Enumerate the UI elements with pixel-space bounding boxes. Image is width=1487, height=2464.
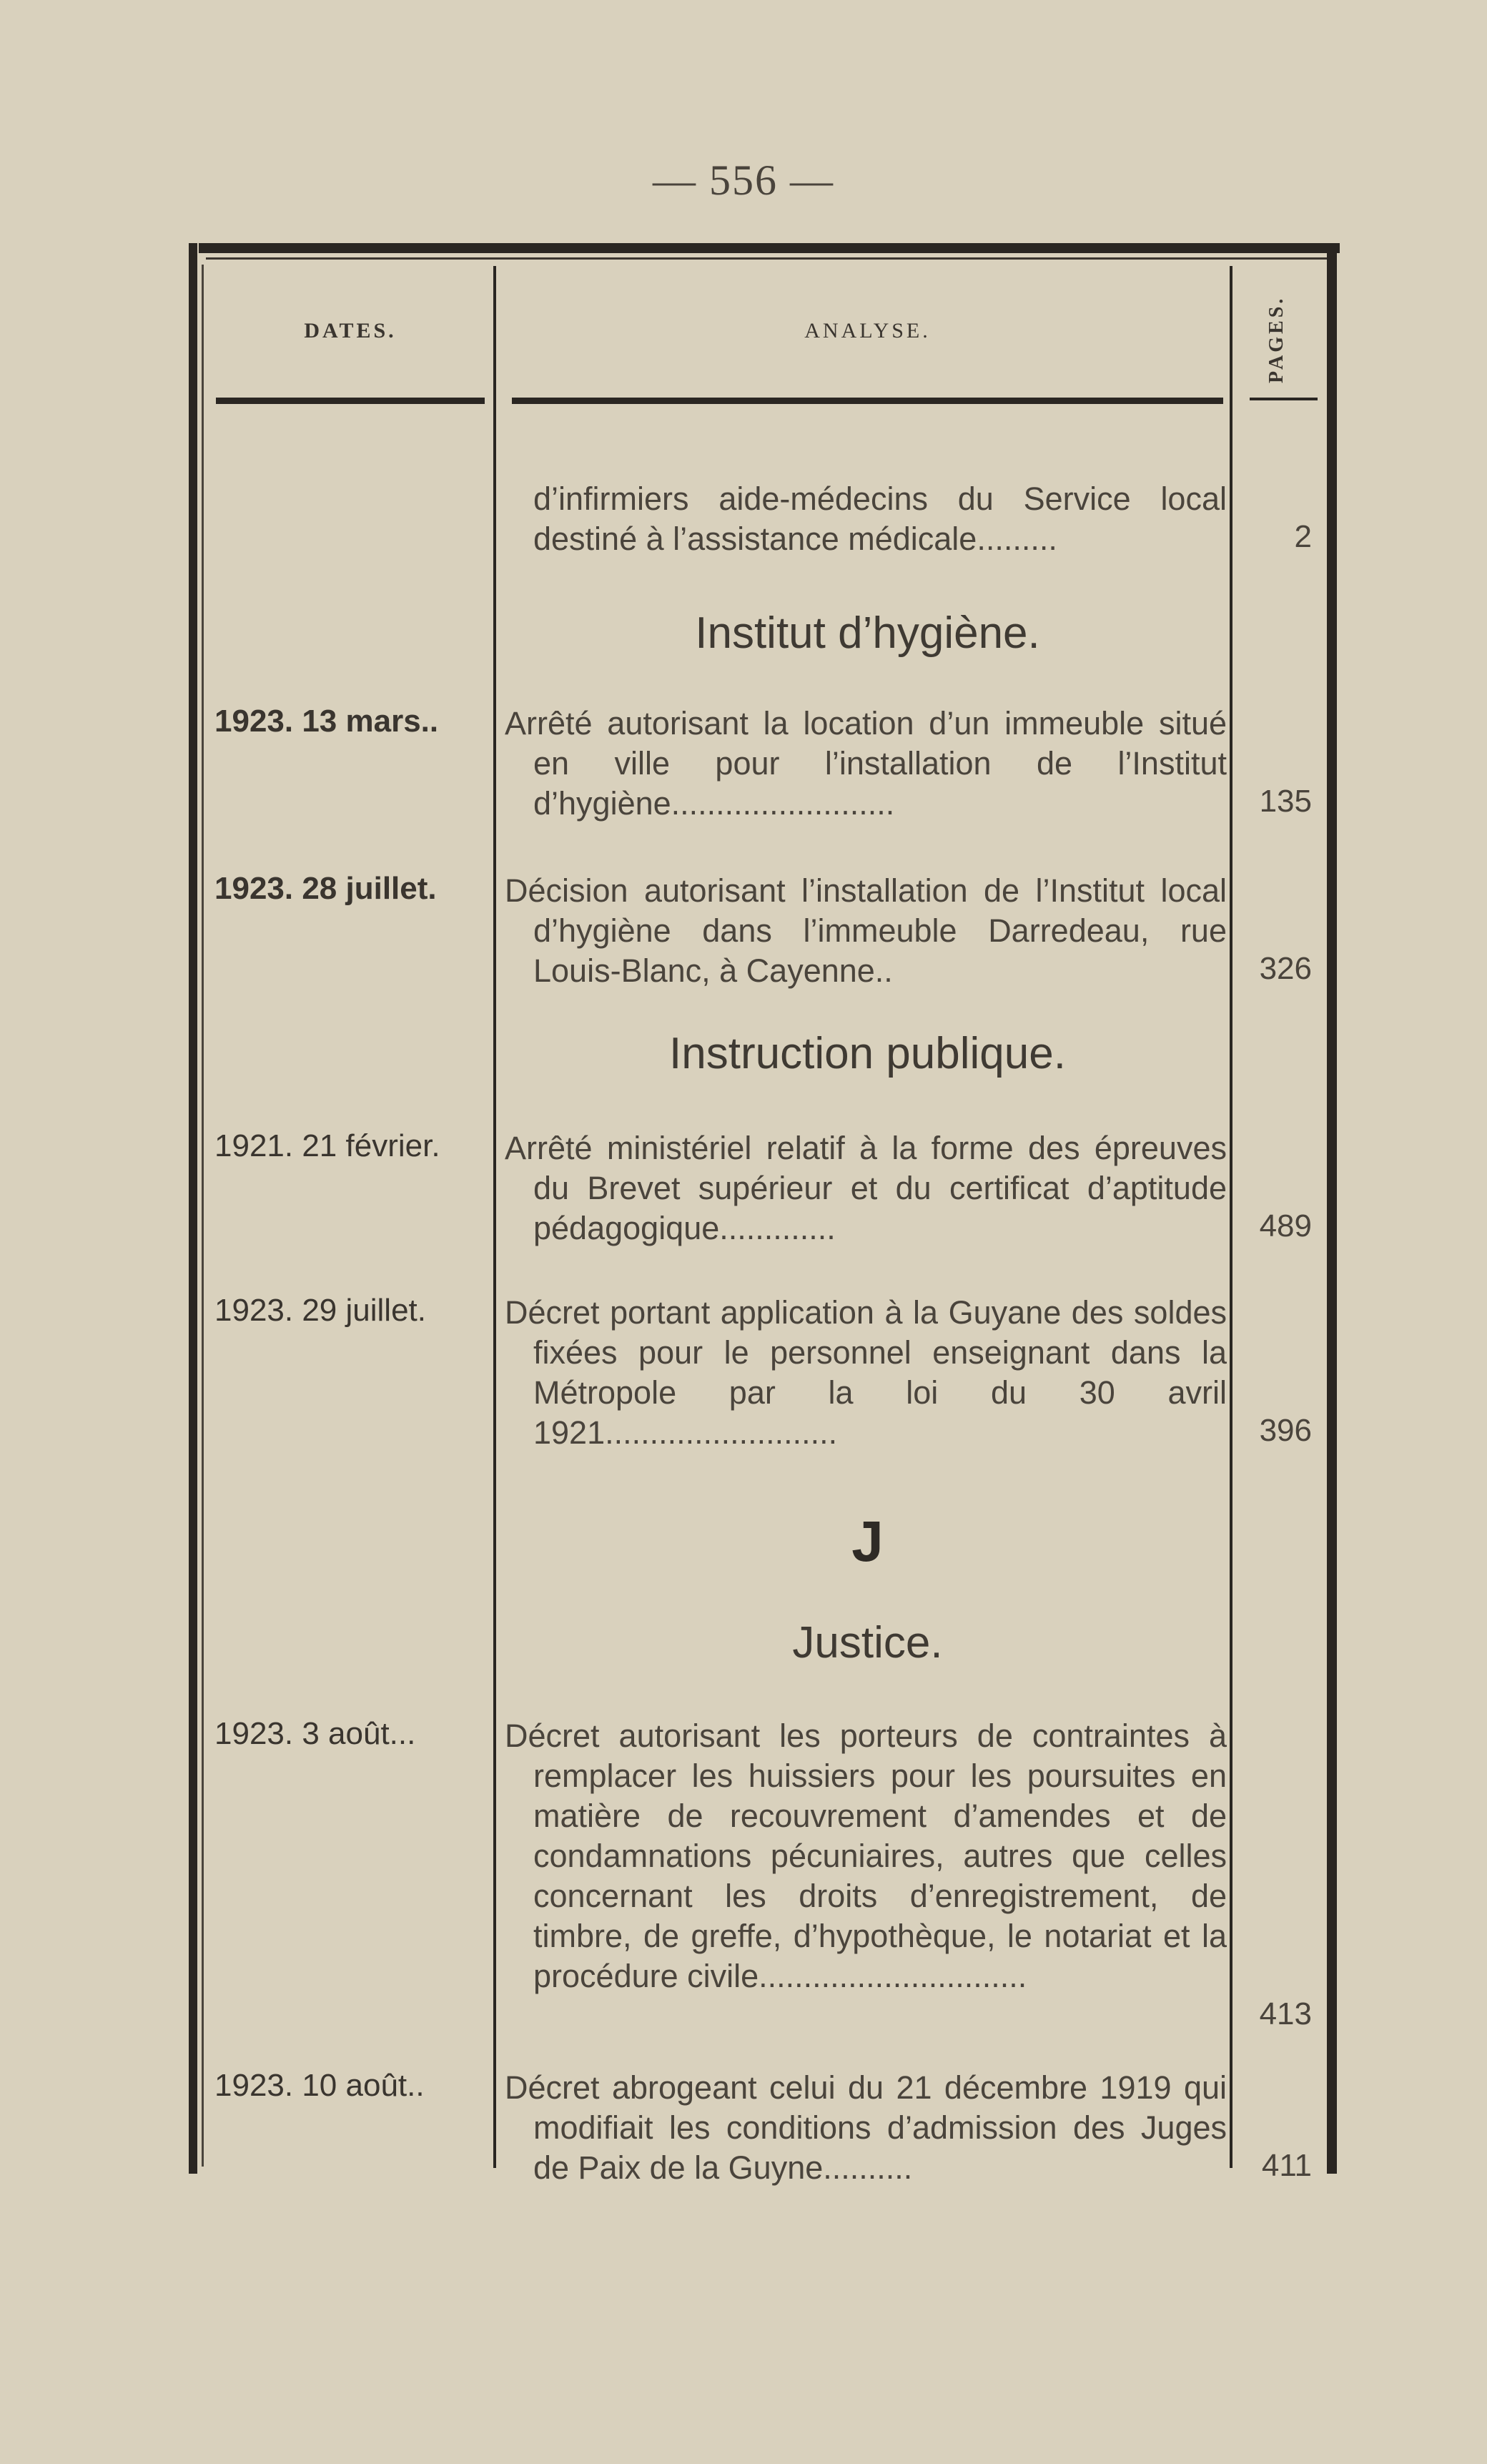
column-divider-pages [1230, 266, 1232, 2168]
entry-page: 396 [1259, 1413, 1312, 1448]
entry-page: 2 [1294, 519, 1312, 554]
section-title-instruction: Instruction publique. [669, 1029, 1066, 1078]
entry-page: 489 [1259, 1208, 1312, 1243]
entry-page: 326 [1259, 951, 1312, 986]
entry-date: 1923. 3 août... [214, 1716, 416, 1751]
entry-page: 411 [1261, 2148, 1312, 2183]
entry-date: 1921. 21 février. [214, 1128, 440, 1163]
entry-page: 413 [1259, 1996, 1312, 2031]
entry-date: 1923. 13 mars.. [214, 704, 439, 739]
entry-analysis: Décret abrogeant celui du 21 décembre 1919 qui modifiait les conditions d’admission des Juges de Paix de la Guyne.......... [505, 2069, 1227, 2186]
entry-analysis: Arrêté ministériel relatif à la forme des épreuves du Brevet supérieur et du certificat d’aptitude pédagogique............. [505, 1130, 1227, 1246]
header-rule-pages [1250, 398, 1318, 400]
section-title-institut: Institut d’hygiène. [695, 608, 1040, 658]
entry-date: 1923. 29 juillet. [214, 1293, 426, 1328]
section-title-justice: Justice. [792, 1618, 943, 1667]
entry-analysis: Décret autorisant les porteurs de contraintes à remplacer les huissiers pour les poursuites en matière de recouvrement d’amendes et de condamnations pécuniaires, autres que celles concernant les droits d’enregistrement, de timbre, de greffe, d’hypothèque, le notariat et la procédure civile.............................. [505, 1718, 1227, 1994]
table-right-border [1327, 243, 1337, 2174]
page-number: — 556 — [653, 157, 834, 204]
table-top-rule-thin [206, 257, 1335, 260]
column-header-pages: PAGES. [1265, 295, 1288, 384]
entry-date: 1923. 28 juillet. [214, 871, 437, 906]
table-left-border [189, 243, 197, 2174]
entry-analysis: d’infirmiers aide-médecins du Service local destiné à l’assistance médicale......... [533, 481, 1227, 557]
column-divider-dates [493, 266, 496, 2168]
column-header-analyse: ANALYSE. [804, 319, 931, 343]
entry-analysis: Décision autorisant l’installation de l’Institut local d’hygiène dans l’immeuble Darredeau, rue Louis-Blanc, à Cayenne.. [505, 872, 1227, 989]
header-rule-analyse [512, 398, 1223, 404]
entry-analysis: Arrêté autorisant la location d’un immeuble situé en ville pour l’installation de l’Institut d’hygiène......................... [505, 705, 1227, 822]
entry-page: 135 [1259, 784, 1312, 819]
entry-analysis: Décret portant application à la Guyane des soldes fixées pour le personnel enseignant dans la Métropole par la loi du 30 avril 1921.......................... [505, 1294, 1227, 1451]
column-header-dates: DATES. [304, 319, 397, 343]
section-letter-j: J [851, 1509, 884, 1573]
entry-date: 1923. 10 août.. [214, 2068, 425, 2103]
header-rule-dates [216, 398, 485, 404]
table-top-rule [199, 243, 1340, 253]
table-left-border-inner [202, 265, 204, 2167]
